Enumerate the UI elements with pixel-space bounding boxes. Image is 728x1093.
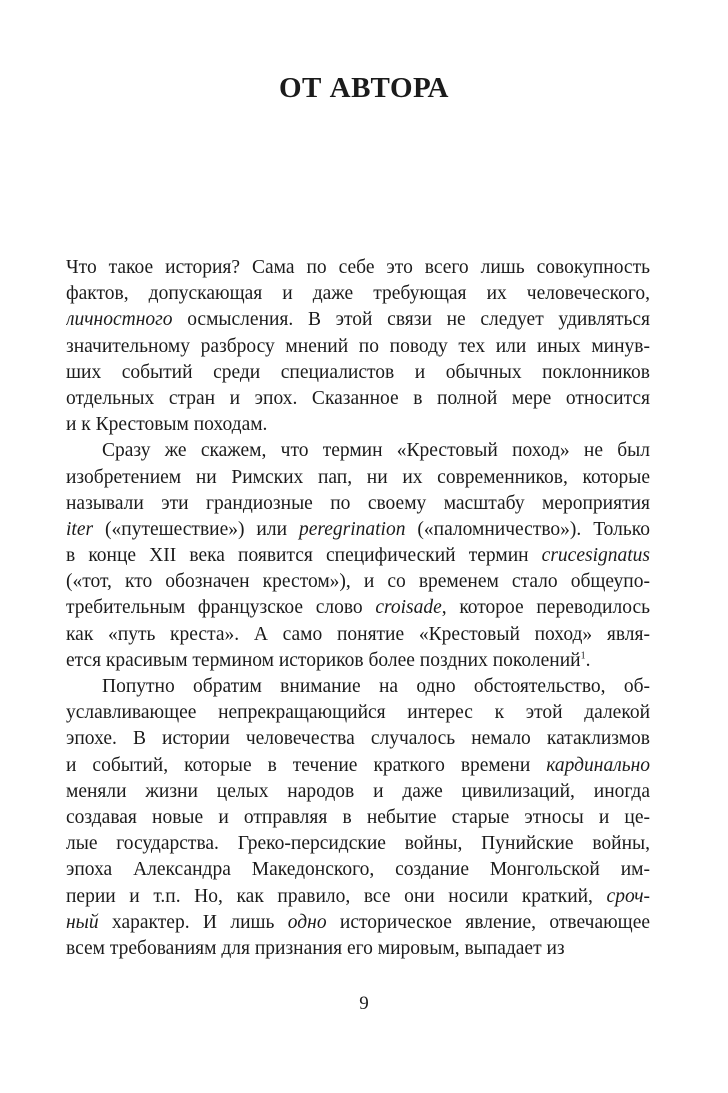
text-span: лые государства. Греко-персидские войны, Пунийские войны, [66,833,650,855]
text-span: эпохе. В истории человечества случалось немало катаклизмов [66,728,650,750]
text-span: значительному разбросу мнений по поводу тех или иных минув- [66,335,650,357]
text-span: меняли жизни целых народов и даже цивилизаций, иногда [66,780,650,802]
text-span: отдельных стран и эпох. Сказанное в полной мере относится [66,387,650,409]
text-span: ется красивым термином историков более поздних поколений [66,649,581,671]
text-line [66,595,650,621]
text-line [66,438,650,464]
text-line [66,255,650,281]
paragraph [66,255,650,438]
text-span: требительным французское слово [66,597,376,619]
italic-text: peregrination [298,518,406,540]
text-span: и к Крестовым походам. [66,414,268,436]
footnote-ref: 1 [580,650,586,662]
text-line [66,491,650,517]
italic-text: сроч- [606,885,650,907]
text-line [66,779,650,805]
text-span: всем требованиям для признания его мировым, выпадает из [66,937,565,959]
text-span: и событий, которые в течение краткого времени [66,754,547,776]
text-line [66,569,650,595]
chapter-title: ОТ АВТОРА [278,72,450,104]
italic-text: croisade [375,597,442,619]
text-span: ших событий среди специалистов и обычных поклонников [66,361,650,383]
paragraph [66,438,650,674]
italic-text: личностного [66,309,173,331]
text-line [66,753,650,779]
text-line [66,936,650,962]
text-line [66,360,650,386]
italic-text: ный [66,911,99,933]
text-line [66,465,650,491]
text-span: , которое переводилось [441,597,650,619]
text-span: Сразу же скажем, что термин «Крестовый поход» не был [102,440,650,462]
text-line [66,884,650,910]
text-span: («паломничество»). Только [405,518,650,540]
text-line [66,412,650,438]
text-line [66,700,650,726]
text-line [66,307,650,333]
text-line [66,386,650,412]
text-span: перии и т.п. Но, как правило, все они носили краткий, [66,885,607,907]
text-span: («тот, кто обозначен крестом»), и со временем стало общеупо- [66,571,650,593]
text-span: Что такое история? Сама по себе это всего лишь совокупность [66,257,650,278]
text-span: осмысления. В этой связи не следует удивляться [172,309,650,331]
text-span: характер. И лишь [98,911,288,933]
text-span: историческое явление, отвечающее [326,911,650,933]
page-number: 9 [359,993,369,1014]
text-line [66,281,650,307]
text-line [66,857,650,883]
text-line [66,648,650,674]
text-line [66,622,650,648]
text-span: уславливающее непрекращающийся интерес к этой далекой [66,702,650,724]
text-span: . [585,649,591,671]
text-span: как «путь креста». А само понятие «Крестовый поход» явля- [66,623,650,645]
text-line [66,831,650,857]
text-line [66,674,650,700]
text-line [66,334,650,360]
italic-text: crucesignatus [541,545,650,567]
text-span: создавая новые и отправляя в небытие старые этносы и це- [66,806,650,828]
italic-text: одно [287,911,327,933]
text-span: называли эти грандиозные по своему масштабу мероприятия [66,492,650,514]
text-span: в конце XII века появится специфический термин [66,545,542,567]
text-line [66,726,650,752]
text-line [66,543,650,569]
text-line [66,910,650,936]
text-line [66,805,650,831]
text-line [66,517,650,543]
italic-text: кардинально [546,754,650,776]
text-span: («путешествие») или [93,518,299,540]
text-span: Попутно обратим внимание на одно обстоятельство, об- [102,676,650,697]
text-span: фактов, допускающая и даже требующая их человеческого, [66,283,650,305]
text-span: эпоха Александра Македонского, создание Монгольской им- [66,859,650,881]
italic-text: iter [66,518,94,540]
text-span: изобретением ни Римских пап, ни их современников, которые [66,466,650,488]
body-text [66,255,650,962]
paragraph [66,674,650,962]
